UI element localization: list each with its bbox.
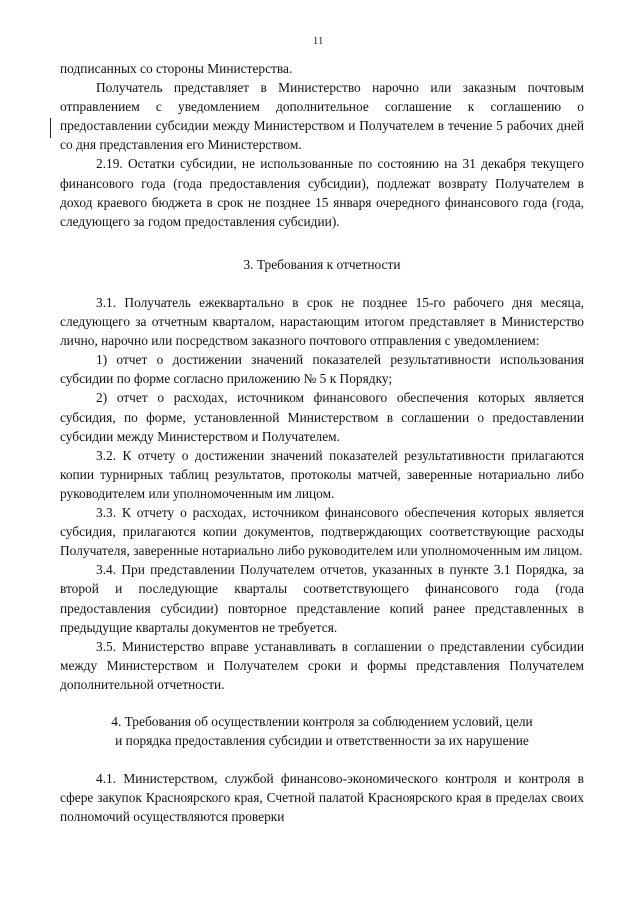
paragraph-4-1: 4.1. Министерством, службой финансово-экономического контроля и контроля в сфере закупок Красноярского края, Счетной палатой Красноярского края в пределах своих полномочий осуществляются проверки: [60, 771, 584, 825]
section-3-body: [60, 293, 584, 694]
page-number: 11: [313, 36, 324, 47]
heading-section-4-line-2: и порядка предоставления субсидии и ответственности за их нарушение: [115, 733, 529, 749]
paragraph-3-1: 3.1. Получатель ежеквартально в срок не позднее 15-го рабочего дня месяца, следующего за отчетным кварталом, нарастающим итогом представляет в Министерство лично, нарочно или посредством заказного почтового отправления с уведомлением:: [60, 295, 584, 349]
paragraph-2-19: 2.19. Остатки субсидии, не использованные по состоянию на 31 декабря текущего финансового года (года предоставления субсидии), подлежат возврату Получателем в доход краевого бюджета в срок не позднее 15 января очередного финансового года (года, следующего за годом предоставления субсидии).: [60, 156, 584, 229]
document-body: [60, 59, 584, 231]
paragraph-3-2: 3.2. К отчету о достижении значений показателей результативности прилагаются копии турнирных таблиц результатов, протоколы матчей, заверенные нотариально либо руководителем или уполномоченным им лицом.: [60, 447, 584, 501]
paragraph-3-3: 3.3. К отчету о расходах, источником финансового обеспечения которых является субсидия, прилагаются копии документов, подтверждающих соответствующие расходы Получателя, заверенные нотариально либо руководителем или уполномоченным им лицом.: [60, 505, 584, 559]
paragraph-3-4: 3.4. При представлении Получателем отчетов, указанных в пункте 3.1 Порядка, за второй и последующие кварталы соответствующего финансового года (года предоставления субсидии) повторное представление копий ранее представленных в предыдущие кварталы документов не требуется.: [60, 562, 584, 635]
paragraph-lead: подписанных со стороны Министерства.: [60, 61, 293, 76]
paragraph-delivery: Получатель представляет в Министерство нарочно или заказным почтовым отправлением с уведомлением дополнительное соглашение к соглашению о предоставлении субсидии между Министерством и Получателем в течение 5 рабочих дней со дня представления его Министерством.: [60, 80, 584, 153]
paragraph-3-1-2: 2) отчет о расходах, источником финансового обеспечения которых является субсидия, по форме, установленной Министерством в соглашении о предоставлении субсидии между Министерством и Получателем.: [60, 390, 584, 444]
section-3: [60, 255, 584, 274]
section-4: [60, 712, 584, 750]
margin-mark: [50, 118, 51, 138]
paragraph-3-5: 3.5. Министерство вправе устанавливать в соглашении о представлении субсидии между Министерством и Получателем сроки и формы представления Получателем дополнительной отчетности.: [60, 638, 584, 692]
section-4-body: [60, 769, 584, 826]
heading-section-4-line-1: 4. Требования об осуществлении контроля за соблюдением условий, цели: [111, 714, 533, 729]
heading-section-3: 3. Требования к отчетности: [243, 257, 401, 272]
paragraph-3-1-1: 1) отчет о достижении значений показателей результативности использования субсидии по форме согласно приложению № 5 к Порядку;: [60, 352, 584, 387]
